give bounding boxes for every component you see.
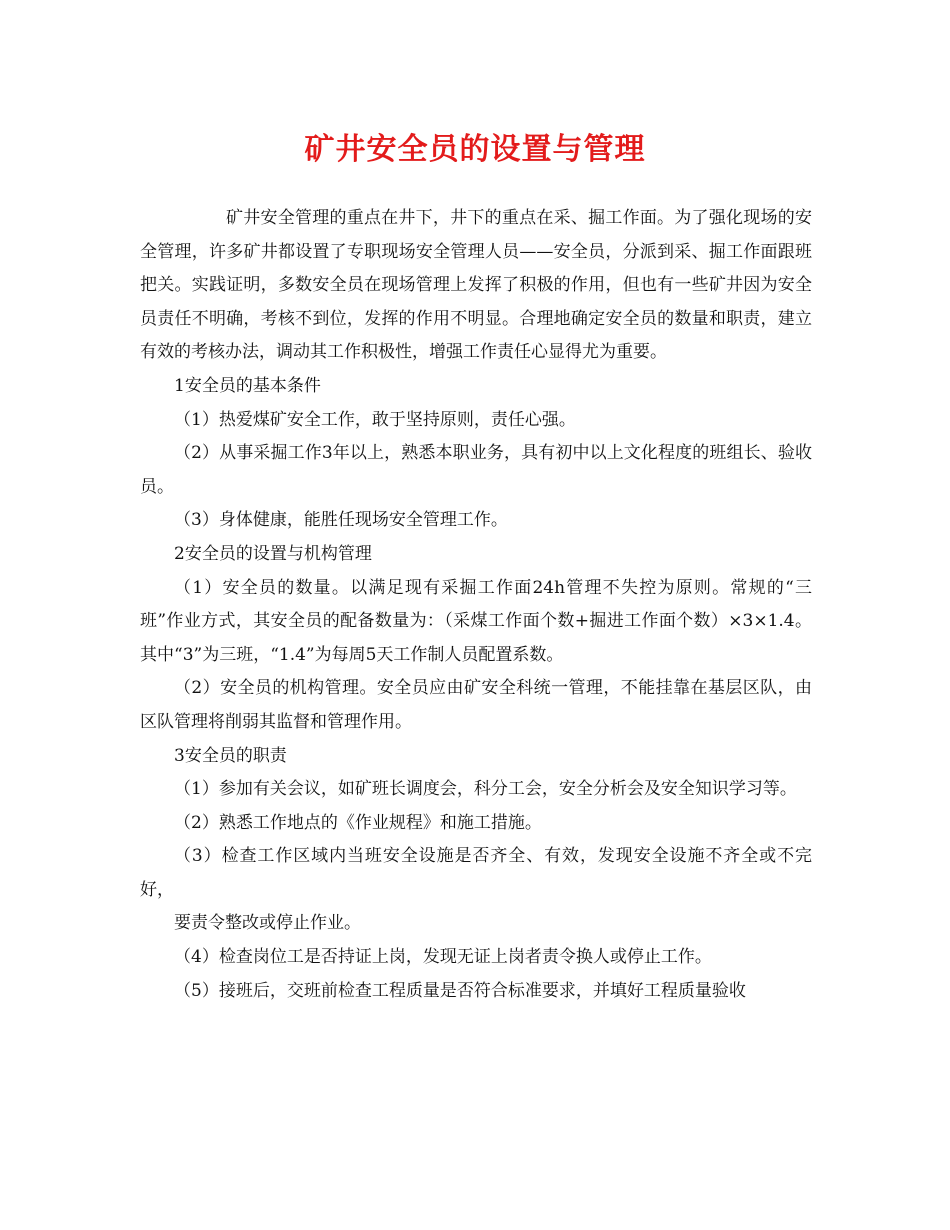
- list-item: （4）检查岗位工是否持证上岗，发现无证上岗者责令换人或停止工作。: [174, 947, 712, 968]
- list-item-continuation: 要责令整改或停止作业。: [174, 913, 361, 934]
- document-body: [140, 202, 812, 1008]
- list-item: （2）安全员的机构管理。安全员应由矿安全科统一管理，不能挂靠在基层区队，由区队管理将削弱其监督和管理作用。: [140, 678, 812, 732]
- section-heading-1: 1安全员的基本条件: [174, 375, 321, 396]
- section-heading-2: 2安全员的设置与机构管理: [174, 543, 372, 564]
- list-item: （2）从事采掘工作3年以上，熟悉本职业务，具有初中以上文化程度的班组长、验收员。: [140, 443, 812, 497]
- paragraph-intro: 矿井安全管理的重点在井下，井下的重点在采、掘工作面。为了强化现场的安全管理，许多矿井都设置了专职现场安全管理人员——安全员，分派到采、掘工作面跟班把关。实践证明，多数安全员在现场管理上发挥了积极的作用，但也有一些矿井因为安全员责任不明确，考核不到位，发挥的作用不明显。合理地确定安全员的数量和职责，建立有效的考核办法，调动其工作积极性，增强工作责任心显得尤为重要。: [140, 208, 812, 363]
- page-title: 矿井安全员的设置与管理: [304, 132, 646, 167]
- list-item: （1）参加有关会议，如矿班长调度会，科分工会，安全分析会及安全知识学习等。: [174, 779, 797, 800]
- list-item: （5）接班后，交班前检查工程质量是否符合标准要求，并填好工程质量验收: [174, 980, 746, 1001]
- list-item: （3）身体健康，能胜任现场安全管理工作。: [174, 510, 508, 531]
- list-item: （3）检查工作区域内当班安全设施是否齐全、有效，发现安全设施不齐全或不完好，: [140, 846, 812, 900]
- section-heading-3: 3安全员的职责: [174, 745, 287, 766]
- list-item: （2）熟悉工作地点的《作业规程》和施工措施。: [174, 812, 542, 833]
- list-item: （1）热爱煤矿安全工作，敢于坚持原则，责任心强。: [174, 409, 576, 430]
- list-item: （1）安全员的数量。以满足现有采掘工作面24h管理不失控为原则。常规的“三班”作业方式，其安全员的配备数量为：（采煤工作面个数+掘进工作面个数）×3×1.4。其中“3”为三班，“1.4”为每周5天工作制人员配置系数。: [140, 577, 812, 665]
